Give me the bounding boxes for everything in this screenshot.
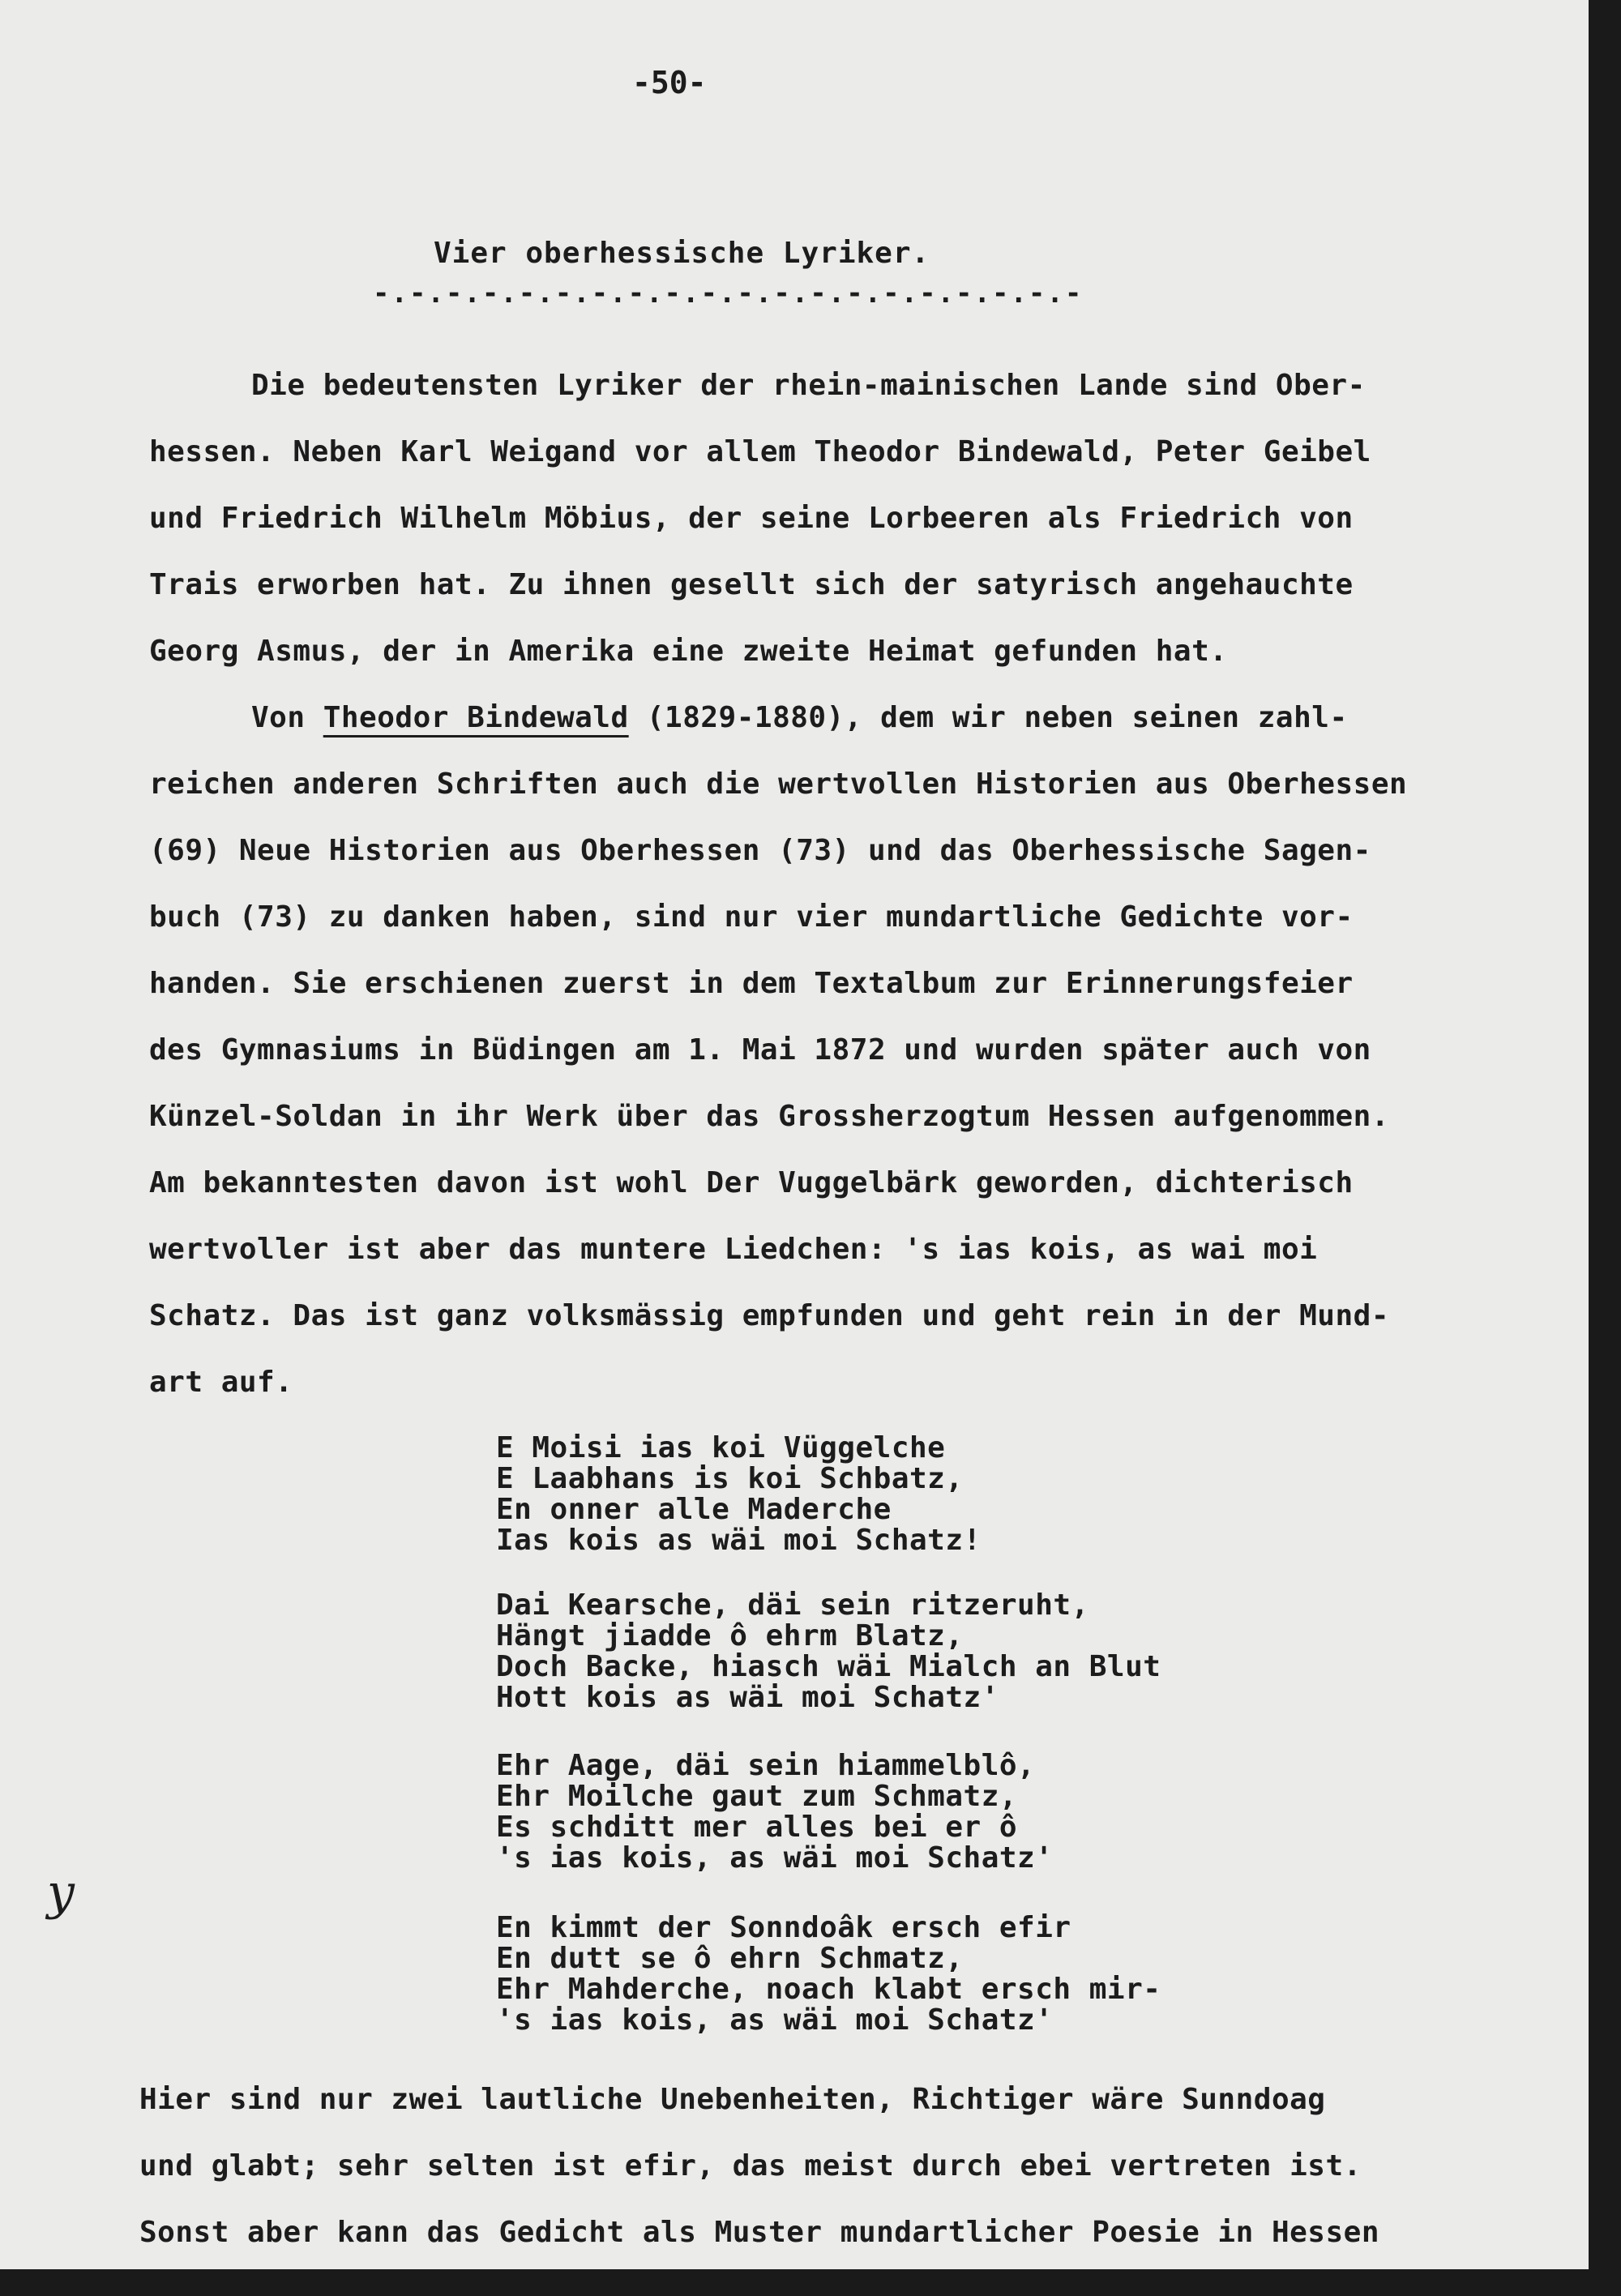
paragraph1-line: Georg Asmus, der in Amerika eine zweite Heimat gefunden hat.	[149, 635, 1228, 668]
chapter-title: Vier oberhessische Lyriker.	[434, 237, 930, 270]
page-number: -50-	[632, 65, 707, 100]
paragraph2-prefix: Von	[251, 701, 323, 734]
paragraph2-line: Am bekanntesten davon ist wohl Der Vuggelbärk geworden, dichterisch	[149, 1166, 1354, 1199]
poem-line: En onner alle Maderche	[496, 1493, 892, 1526]
paragraph1-line: Trais erworben hat. Zu ihnen gesellt sich der satyrisch angehauchte	[149, 568, 1354, 601]
paragraph2-line: handen. Sie erschienen zuerst in dem Textalbum zur Erinnerungsfeier	[149, 967, 1354, 1000]
paragraph2-line: buch (73) zu danken haben, sind nur vier mundartliche Gedichte vor-	[149, 900, 1354, 934]
paragraph2-line: wertvoller ist aber das muntere Liedchen: 's ias kois, as wai moi	[149, 1233, 1318, 1266]
paragraph1-line: hessen. Neben Karl Weigand vor allem Theodor Bindewald, Peter Geibel	[149, 435, 1371, 468]
paragraph2-line: reichen anderen Schriften auch die wertvollen Historien aus Oberhessen	[149, 767, 1408, 801]
paragraph2-suffix: (1829-1880), dem wir neben seinen zahl-	[628, 701, 1348, 734]
poem-line: Dai Kearsche, däi sein ritzeruht,	[496, 1588, 1089, 1622]
title-underline-rule: -.-.-.-.-.-.-.-.-.-.-.-.-.-.-.-.-.-.-.-	[373, 277, 1084, 310]
poem-line: Es schditt mer alles bei er ô	[496, 1811, 1018, 1844]
paragraph1-line: und Friedrich Wilhelm Möbius, der seine Lorbeeren als Friedrich von	[149, 502, 1354, 535]
poem-line: Doch Backe, hiasch wäi Mialch an Blut	[496, 1650, 1161, 1683]
paragraph2-line: art auf.	[149, 1366, 293, 1399]
poem-line: 's ias kois, as wäi moi Schatz'	[496, 2003, 1054, 2037]
poem-line: Ehr Aage, däi sein hiammelblô,	[496, 1749, 1036, 1782]
poem-line: E Moisi ias koi Vüggelche	[496, 1431, 946, 1464]
poem-line: En kimmt der Sonndoâk ersch efir	[496, 1911, 1071, 1944]
closing-line: und glabt; sehr selten ist efir, das meist durch ebei vertreten ist.	[139, 2149, 1362, 2183]
paragraph2-line: Schatz. Das ist ganz volksmässig empfunden und geht rein in der Mund-	[149, 1299, 1389, 1332]
poem-line: E Laabhans is koi Schbatz,	[496, 1462, 964, 1495]
closing-line: Sonst aber kann das Gedicht als Muster mundartlicher Poesie in Hessen	[139, 2216, 1379, 2249]
margin-annotation: y	[47, 1864, 75, 1921]
paragraph2-line: des Gymnasiums in Büdingen am 1. Mai 1872 und wurden später auch von	[149, 1033, 1371, 1067]
author-name-underlined: Theodor Bindewald	[323, 701, 629, 734]
poem-line: Ias kois as wäi moi Schatz!	[496, 1524, 982, 1557]
paragraph2-first-line	[251, 701, 1348, 734]
poem-line: Hott kois as wäi moi Schatz'	[496, 1681, 999, 1714]
poem-line: Ehr Moilche gaut zum Schmatz,	[496, 1780, 1018, 1813]
paragraph2-line: (69) Neue Historien aus Oberhessen (73) und das Oberhessische Sagen-	[149, 834, 1371, 867]
closing-line: Hier sind nur zwei lautliche Unebenheiten, Richtiger wäre Sunndoag	[139, 2083, 1326, 2116]
paragraph1-line: Die bedeutensten Lyriker der rhein-mainischen Lande sind Ober-	[251, 369, 1366, 402]
poem-line: Hängt jiadde ô ehrm Blatz,	[496, 1619, 964, 1653]
paragraph2-line: Künzel-Soldan in ihr Werk über das Grossherzogtum Hessen aufgenommen.	[149, 1100, 1389, 1133]
poem-line: 's ias kois, as wäi moi Schatz'	[496, 1841, 1054, 1875]
poem-line: Ehr Mahderche, noach klabt ersch mir-	[496, 1973, 1161, 2006]
poem-line: En dutt se ô ehrn Schmatz,	[496, 1942, 964, 1975]
